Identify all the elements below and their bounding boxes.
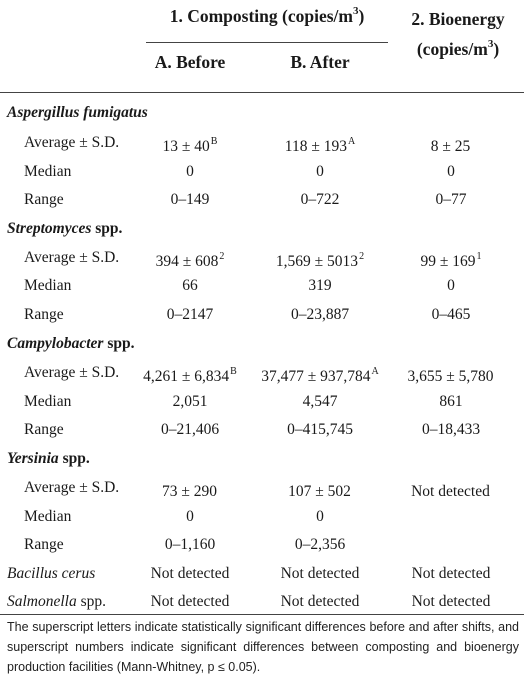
row-label (7, 562, 95, 586)
row-label: Range (24, 536, 64, 553)
cell-bioenergy: Not detected (411, 593, 491, 610)
cell-bioenergy: 0–18,433 (421, 421, 481, 438)
cell-after: 0–415,745 (287, 421, 353, 438)
group-name: Streptomyces (7, 220, 92, 237)
cell-bioenergy: 0 (447, 163, 455, 180)
row-label-suffix: spp. (76, 593, 107, 610)
cell-before: 2,051 (172, 393, 208, 410)
row-label: Average ± S.D. (24, 249, 120, 266)
table-row-bacillus (0, 562, 524, 586)
cell-after: Not detected (280, 593, 360, 610)
cell-before: 66 (182, 277, 198, 294)
cell-bioenergy: 861 (439, 393, 463, 410)
row-label: Average ± S.D. (24, 364, 120, 381)
cell-before: 0 (186, 508, 194, 525)
column-group-composting-close: ) (358, 6, 365, 26)
group-suffix: spp. (91, 220, 123, 237)
cell-after (245, 246, 395, 274)
group-header-aspergillus (7, 101, 148, 125)
group-name: Aspergillus fumigatus (7, 104, 148, 121)
cell-value: 3,655 ± 5,780 (407, 368, 494, 386)
row-label: Range (24, 306, 64, 323)
cell-after: 0–23,887 (290, 306, 350, 323)
row-label: Range (24, 421, 64, 438)
row-label: Median (24, 163, 72, 180)
cell-before: 0 (186, 163, 194, 180)
cell-value: 73 ± 290 (161, 483, 217, 501)
cell-before (115, 246, 265, 274)
table-bottom-rule (0, 614, 524, 615)
group-name: Campylobacter (7, 335, 104, 352)
header-underline (146, 42, 388, 43)
group-suffix: spp. (58, 450, 90, 467)
cell-after (245, 476, 395, 504)
column-group-bioenergy-units: (copies/m (416, 38, 488, 59)
column-group-composting-sup: 3 (352, 5, 359, 18)
group-name: Yersinia (7, 450, 59, 467)
table-row (0, 131, 524, 155)
cell-value: Not detected (411, 483, 490, 501)
column-group-bioenergy-close: ) (493, 38, 500, 59)
group-header-streptomyces (7, 217, 122, 241)
table-row (0, 274, 524, 298)
table-footnote: The superscript letters indicate statistically significant differences before and after shifts, and superscript numbers indicate significant differences between composting and bioenergy production facilities (Mann-Whitney, p ≤ 0.05). (7, 620, 519, 674)
cell-before: Not detected (150, 593, 230, 610)
column-header-before: A. Before (154, 52, 226, 72)
cell-before: Not detected (150, 565, 230, 582)
cell-before: 0–1,160 (164, 536, 216, 553)
cell-before (115, 476, 265, 504)
cell-before (115, 361, 265, 389)
table-row (0, 160, 524, 184)
cell-after: 0 (316, 163, 324, 180)
cell-value: 8 ± 25 (430, 138, 471, 156)
row-label-name: Bacillus cerus (7, 565, 96, 582)
column-group-bioenergy-line2 (399, 32, 517, 62)
column-group-bioenergy-sup: 3 (487, 38, 494, 50)
table-row-salmonella (0, 590, 524, 614)
cell-after (245, 131, 395, 159)
row-label-name: Salmonella (7, 593, 77, 610)
table-row (0, 246, 524, 270)
cell-sup: 2 (219, 251, 225, 262)
cell-bioenergy: Not detected (411, 565, 491, 582)
table-row (0, 533, 524, 557)
cell-bioenergy (383, 476, 519, 504)
cell-after: Not detected (280, 565, 360, 582)
group-header-yersinia (7, 447, 90, 471)
cell-before (115, 131, 265, 159)
cell-after: 0–2,356 (294, 536, 346, 553)
group-suffix: spp. (103, 335, 135, 352)
cell-before: 0–2147 (166, 306, 214, 323)
cell-before: 0–149 (170, 191, 210, 208)
header-bottom-rule (0, 92, 524, 93)
cell-sup: 2 (359, 251, 365, 262)
cell-after: 4,547 (302, 393, 338, 410)
row-label: Average ± S.D. (24, 479, 120, 496)
table-row (0, 303, 524, 327)
cell-sup: 1 (476, 251, 482, 262)
row-label (7, 590, 106, 614)
cell-value: 99 ± 169 (420, 253, 476, 271)
cell-bioenergy: 0–77 (435, 191, 467, 208)
cell-bioenergy (383, 361, 519, 389)
cell-sup: B (210, 136, 218, 147)
cell-bioenergy (383, 131, 519, 159)
cell-value: 37,477 ± 937,784 (261, 368, 371, 386)
cell-value: 1,569 ± 5013 (275, 253, 359, 271)
column-header-after: B. After (290, 52, 350, 72)
cell-bioenergy (383, 246, 519, 274)
column-group-composting (146, 6, 388, 27)
column-group-bioenergy-line1: 2. Bioenergy (411, 9, 505, 29)
table-row (0, 390, 524, 414)
cell-after: 0–722 (300, 191, 340, 208)
cell-value: 107 ± 502 (288, 483, 351, 501)
row-label: Range (24, 191, 64, 208)
column-group-composting-label: 1. Composting (copies/m (169, 6, 353, 26)
cell-sup: A (347, 136, 356, 147)
cell-bioenergy: 0 (447, 277, 455, 294)
table-row (0, 476, 524, 500)
row-label: Average ± S.D. (24, 134, 120, 151)
cell-sup: A (371, 366, 379, 377)
table-row (0, 188, 524, 212)
group-header-campylobacter (7, 332, 134, 356)
cell-value: 394 ± 608 (155, 253, 219, 271)
cell-value: 118 ± 193 (284, 138, 347, 156)
cell-value: 13 ± 40 (162, 138, 210, 156)
cell-after (245, 361, 395, 389)
table-row (0, 418, 524, 442)
row-label: Median (24, 508, 72, 525)
row-label: Median (24, 393, 72, 410)
cell-sup: B (230, 366, 237, 377)
column-group-bioenergy (399, 6, 517, 62)
cell-value: 4,261 ± 6,834 (143, 368, 230, 386)
cell-after: 319 (308, 277, 332, 294)
cell-bioenergy: 0–465 (431, 306, 471, 323)
row-label: Median (24, 277, 72, 294)
cell-after: 0 (316, 508, 324, 525)
cell-before: 0–21,406 (160, 421, 220, 438)
table-row (0, 505, 524, 529)
table-row (0, 361, 524, 385)
